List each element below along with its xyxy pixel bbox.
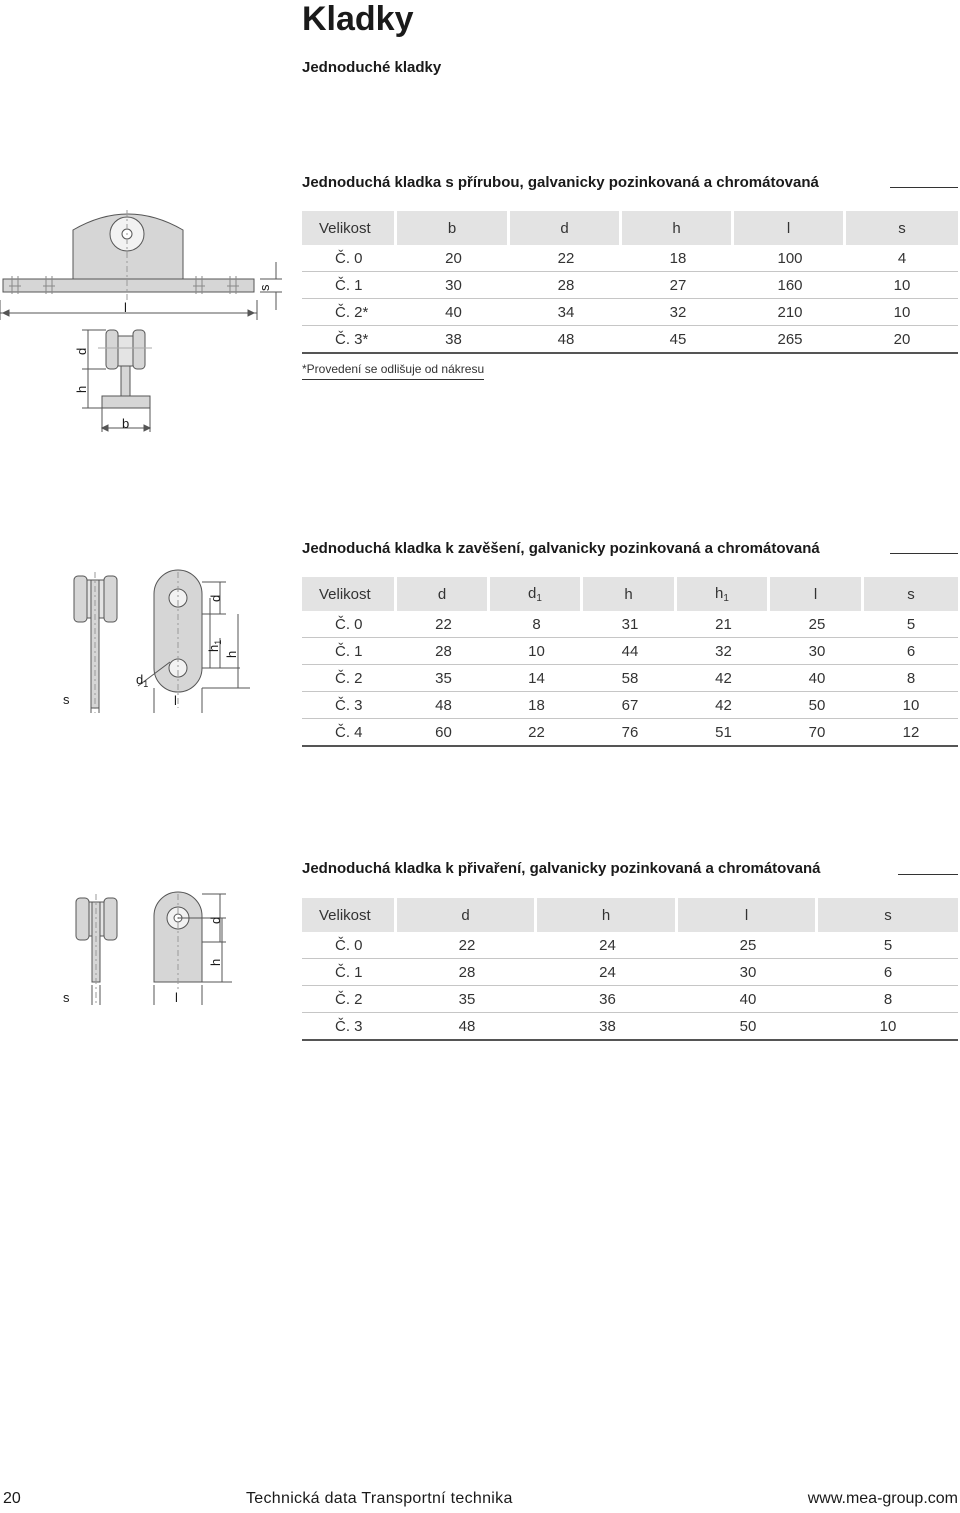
table-cell: 51	[677, 719, 770, 747]
table-cell: 67	[583, 692, 677, 719]
column-header: h	[622, 211, 734, 245]
table-cell: 18	[490, 692, 583, 719]
table-cell: 70	[770, 719, 864, 747]
table-cell: 35	[397, 986, 537, 1013]
heading-rule	[890, 187, 958, 188]
flange-pulley-drawing	[0, 0, 290, 440]
table-cell: 8	[818, 986, 958, 1013]
heading-rule	[890, 553, 958, 554]
table-cell: 58	[583, 665, 677, 692]
table-cell: 6	[864, 638, 958, 665]
table-cell: 40	[770, 665, 864, 692]
column-header: h	[537, 898, 678, 932]
section-heading-flange: Jednoduchá kladka s přírubou, galvanicky pozinkovaná a chromátovaná	[302, 174, 819, 191]
table-cell: 24	[537, 959, 678, 986]
dimension-label-h1: $h_1$	[206, 639, 223, 652]
table-cell: 160	[734, 272, 846, 299]
table-cell: Č. 2	[302, 665, 397, 692]
table-row	[302, 638, 958, 665]
table-cell: 210	[734, 299, 846, 326]
page-number: 20	[3, 1490, 21, 1507]
table-cell: 10	[864, 692, 958, 719]
table-cell: 22	[490, 719, 583, 747]
table-cell: Č. 0	[302, 245, 397, 272]
table-cell: 42	[677, 692, 770, 719]
table-cell: 8	[864, 665, 958, 692]
column-header: h	[583, 577, 677, 611]
table-cell: 48	[397, 1013, 537, 1041]
table-cell: 48	[510, 326, 622, 354]
table-cell: Č. 1	[302, 638, 397, 665]
welding-pulley-drawing	[40, 890, 290, 1010]
column-header: s	[818, 898, 958, 932]
table-cell: 14	[490, 665, 583, 692]
heading-rule	[898, 874, 958, 875]
table-cell: Č. 3*	[302, 326, 397, 354]
table-cell: 30	[770, 638, 864, 665]
dimension-label-h: h	[224, 650, 239, 658]
table-cell: 24	[537, 932, 678, 959]
table-cell: Č. 2	[302, 986, 397, 1013]
dimension-label-d: d	[208, 594, 223, 602]
table-row	[302, 986, 958, 1013]
table-cell: 40	[397, 299, 510, 326]
table-row	[302, 272, 958, 299]
column-header: l	[770, 577, 864, 611]
footer-title: Technická data Transportní technika	[246, 1490, 513, 1507]
table-cell: 30	[678, 959, 818, 986]
table-cell: 5	[864, 611, 958, 638]
column-header: Velikost	[302, 211, 397, 245]
table-row	[302, 932, 958, 959]
column-header: $d_1$	[490, 577, 583, 611]
table-cell: 44	[583, 638, 677, 665]
table-cell: 20	[846, 326, 958, 354]
table-cell: 30	[397, 272, 510, 299]
column-header: Velikost	[302, 577, 397, 611]
column-header: l	[678, 898, 818, 932]
table-cell: 36	[537, 986, 678, 1013]
footer-url: www.mea-group.com	[807, 1490, 958, 1507]
dimension-label-h: h	[74, 385, 89, 393]
dimension-label-h: h	[208, 958, 223, 966]
table-cell: 31	[583, 611, 677, 638]
table-cell: 48	[397, 692, 490, 719]
table-row	[302, 245, 958, 272]
table-header-row	[302, 211, 958, 245]
table-cell: 76	[583, 719, 677, 747]
section-heading-suspension: Jednoduchá kladka k zavěšení, galvanicky pozinkovaná a chromátovaná	[302, 540, 820, 557]
dimension-label-s: s	[257, 284, 272, 291]
footnote: *Provedení se odlišuje od nákresu	[302, 362, 484, 380]
flange-pulley-table	[302, 211, 958, 354]
page-title: Kladky	[302, 0, 414, 38]
column-header: s	[864, 577, 958, 611]
table-cell: 4	[846, 245, 958, 272]
table-cell: 22	[397, 932, 537, 959]
table-cell: 25	[770, 611, 864, 638]
table-cell: 28	[397, 959, 537, 986]
table-cell: 5	[818, 932, 958, 959]
table-cell: 18	[622, 245, 734, 272]
table-row	[302, 719, 958, 747]
page-subtitle: Jednoduché kladky	[302, 59, 442, 76]
dimension-label-b: b	[122, 416, 130, 431]
table-cell: 35	[397, 665, 490, 692]
dimension-label-l: l	[174, 693, 177, 708]
table-cell: 27	[622, 272, 734, 299]
column-header: $h_1$	[677, 577, 770, 611]
table-cell: 10	[846, 299, 958, 326]
welding-pulley-table	[302, 898, 958, 1041]
column-header: s	[846, 211, 958, 245]
table-cell: Č. 2*	[302, 299, 397, 326]
section-heading-welding: Jednoduchá kladka k přivaření, galvanicky pozinkovaná a chromátovaná	[302, 860, 821, 877]
table-cell: 10	[490, 638, 583, 665]
table-cell: 10	[818, 1013, 958, 1041]
column-header: Velikost	[302, 898, 397, 932]
table-cell: 21	[677, 611, 770, 638]
suspension-pulley-drawing	[40, 568, 300, 718]
table-cell: Č. 0	[302, 611, 397, 638]
table-cell: 28	[510, 272, 622, 299]
table-cell: 34	[510, 299, 622, 326]
table-cell: 50	[770, 692, 864, 719]
table-cell: Č. 3	[302, 692, 397, 719]
dimension-label-d: d	[74, 347, 89, 355]
table-row	[302, 665, 958, 692]
suspension-pulley-table	[302, 577, 958, 747]
table-cell: 42	[677, 665, 770, 692]
table-header-row	[302, 577, 958, 611]
table-cell: 38	[397, 326, 510, 354]
table-row	[302, 326, 958, 354]
table-cell: Č. 1	[302, 959, 397, 986]
table-cell: 50	[678, 1013, 818, 1041]
table-cell: 10	[846, 272, 958, 299]
table-cell: 60	[397, 719, 490, 747]
table-cell: 100	[734, 245, 846, 272]
table-cell: 265	[734, 326, 846, 354]
table-row	[302, 959, 958, 986]
table-cell: Č. 4	[302, 719, 397, 747]
table-cell: 28	[397, 638, 490, 665]
column-header: d	[397, 898, 537, 932]
table-cell: 40	[678, 986, 818, 1013]
column-header: d	[397, 577, 490, 611]
table-cell: 8	[490, 611, 583, 638]
table-cell: 12	[864, 719, 958, 747]
table-cell: 25	[678, 932, 818, 959]
table-cell: 45	[622, 326, 734, 354]
table-cell: 6	[818, 959, 958, 986]
table-cell: Č. 3	[302, 1013, 397, 1041]
table-cell: Č. 0	[302, 932, 397, 959]
table-cell: Č. 1	[302, 272, 397, 299]
table-cell: 20	[397, 245, 510, 272]
column-header: d	[510, 211, 622, 245]
dimension-label-l: l	[124, 300, 127, 315]
table-row	[302, 1013, 958, 1041]
table-cell: 22	[510, 245, 622, 272]
column-header: l	[734, 211, 846, 245]
dimension-label-s: s	[63, 990, 70, 1005]
dimension-label-d: d	[208, 916, 223, 924]
table-header-row	[302, 898, 958, 932]
dimension-label-l: l	[175, 990, 178, 1005]
table-cell: 32	[677, 638, 770, 665]
dimension-label-s: s	[63, 692, 70, 707]
table-row	[302, 611, 958, 638]
table-cell: 32	[622, 299, 734, 326]
table-cell: 38	[537, 1013, 678, 1041]
dimension-label-d1: $d_1$	[136, 672, 149, 689]
table-row	[302, 692, 958, 719]
table-cell: 22	[397, 611, 490, 638]
column-header: b	[397, 211, 510, 245]
table-row	[302, 299, 958, 326]
